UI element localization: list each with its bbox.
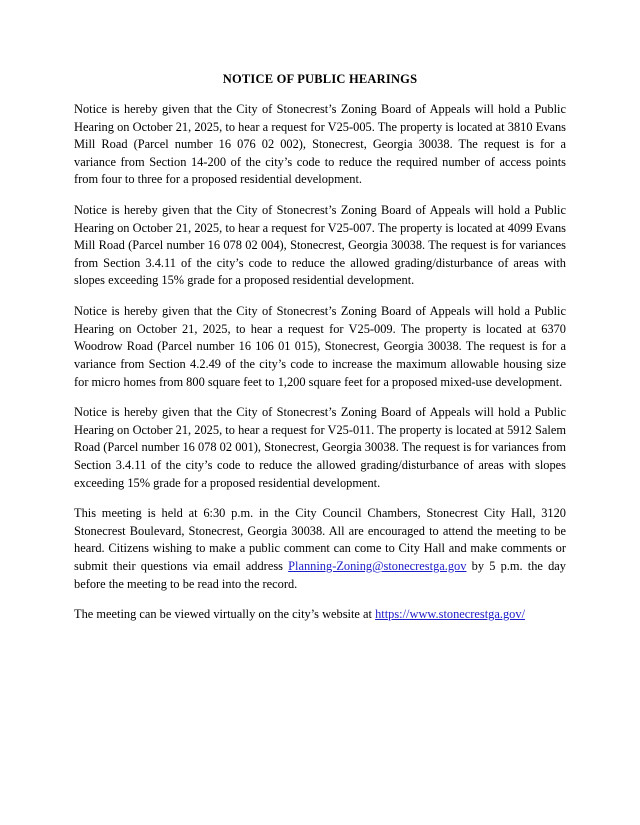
- notice-paragraph-2: Notice is hereby given that the City of Stonecrest’s Zoning Board of Appeals will hold a Public Hearing on October 21, 2025, to hear a request for V25-007. The property is located at 4099 Evans Mill Road (Parcel number 16 078 02 004), Stonecrest, Georgia 30038. The request is for variances from Section 3.4.11 of the city’s code to reduce the allowed grading/disturbance of areas with slopes exceeding 15% grade for a proposed residential development.: [74, 203, 566, 288]
- email-link[interactable]: Planning-Zoning@stonecrestga.gov: [288, 559, 467, 574]
- document-body: [74, 72, 566, 624]
- virtual-meeting-paragraph: [74, 606, 566, 624]
- meeting-details-paragraph: [74, 505, 566, 593]
- meeting-details-text-after-email: by 5 p.m. the day before the meeting to be read into the record.: [74, 559, 566, 591]
- page-title: NOTICE OF PUBLIC HEARINGS: [222, 72, 418, 86]
- meeting-details-text-before-email: This meeting is held at 6:30 p.m. in the City Council Chambers, Stonecrest City Hall, 3120 Stonecrest Boulevard, Stonecrest, Georgia 30038. All are encouraged to attend the meeting to be heard. Citizens wishing to make a public comment can come to City Hall and make comments or submit their questions via email address: [74, 506, 566, 574]
- website-link[interactable]: https://www.stonecrestga.gov/: [375, 607, 526, 622]
- notice-paragraph-4: Notice is hereby given that the City of Stonecrest’s Zoning Board of Appeals will hold a Public Hearing on October 21, 2025, to hear a request for V25-011. The property is located at 5912 Salem Road (Parcel number 16 078 02 001), Stonecrest, Georgia 30038. The request is for variances from Section 3.4.11 of the city’s code to reduce the allowed grading/disturbance of areas with slopes exceeding 15% grade for a proposed residential development.: [74, 405, 566, 490]
- notice-paragraph-3: Notice is hereby given that the City of Stonecrest’s Zoning Board of Appeals will hold a Public Hearing on October 21, 2025, to hear a request for V25-009. The property is located at 6370 Woodrow Road (Parcel number 16 106 01 015), Stonecrest, Georgia 30038. The request is for a variance from Section 4.2.49 of the city’s code to increase the maximum allowable housing size for micro homes from 800 square feet to 1,200 square feet for a proposed mixed-use development.: [74, 304, 566, 389]
- notice-paragraph-1: Notice is hereby given that the City of Stonecrest’s Zoning Board of Appeals will hold a Public Hearing on October 21, 2025, to hear a request for V25-005. The property is located at 3810 Evans Mill Road (Parcel number 16 076 02 002), Stonecrest, Georgia 30038. The request is for a variance from Section 14-200 of the city’s code to reduce the required number of access points from four to three for a proposed residential development.: [74, 102, 566, 187]
- virtual-meeting-text-before-link: The meeting can be viewed virtually on the city’s website at: [74, 607, 376, 622]
